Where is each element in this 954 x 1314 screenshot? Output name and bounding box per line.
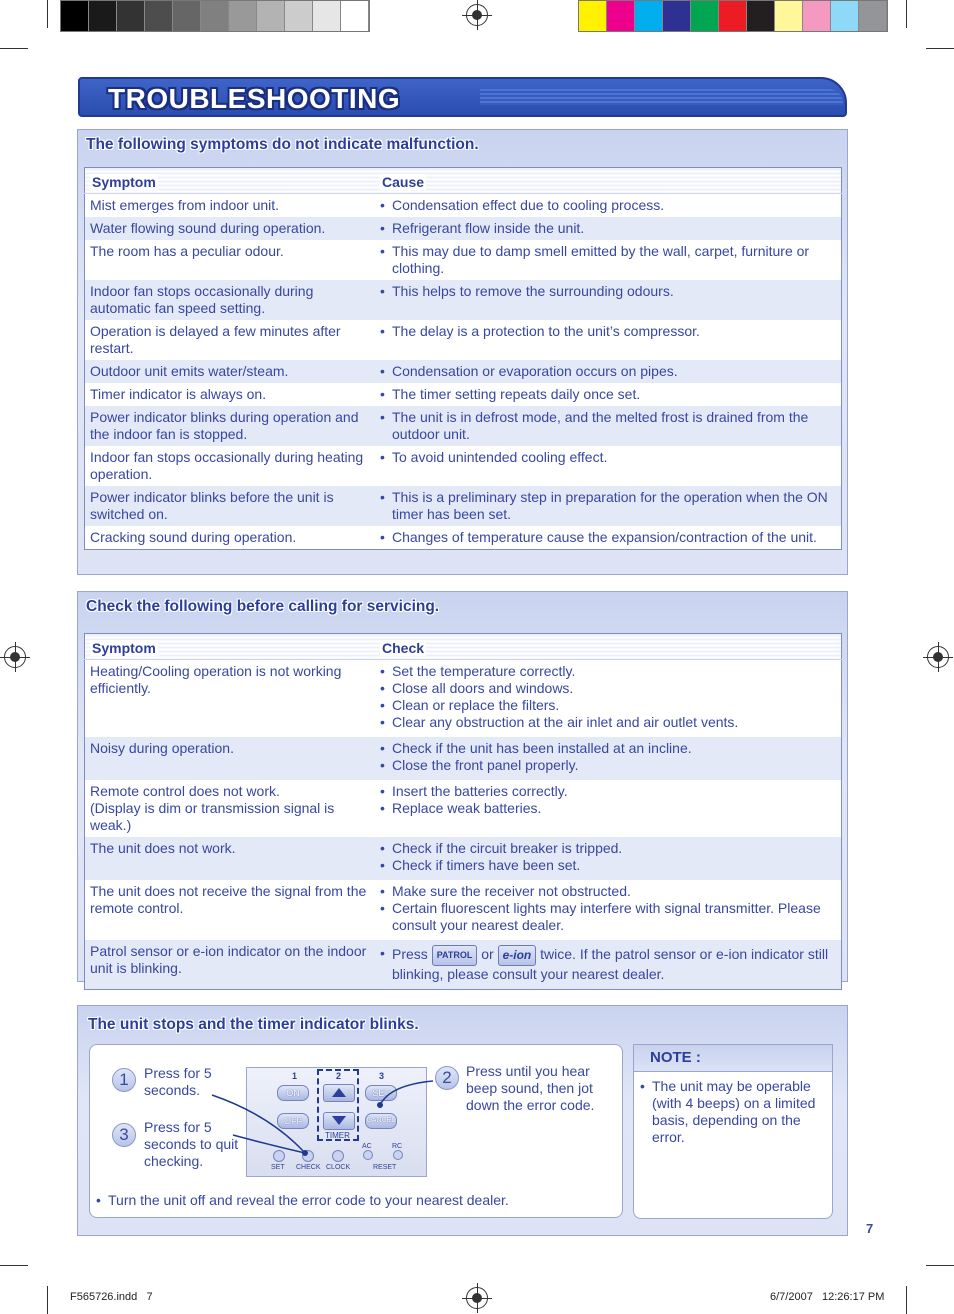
table-row xyxy=(85,837,842,880)
registration-mark-right xyxy=(927,646,949,668)
on-button[interactable]: ON xyxy=(277,1085,309,1101)
table-row xyxy=(85,240,842,280)
symptom-check-table xyxy=(84,633,842,990)
symptom-cell: Power indicator blinks during operation and the indoor fan is stopped. xyxy=(85,406,376,446)
col-header-symptom: Symptom xyxy=(85,168,376,194)
symptom-cell: Patrol sensor or e-ion indicator on the indoor unit is blinking. xyxy=(85,940,376,990)
reset-small-label: RESET xyxy=(373,1164,397,1171)
page-title: TROUBLESHOOTING xyxy=(108,83,401,114)
remote-label-2: 2 xyxy=(336,1071,342,1081)
cause-cell: • The unit is in defrost mode, and the melted frost is drained from the outdoor unit. xyxy=(375,406,842,446)
symptom-cell: Mist emerges from indoor unit. xyxy=(90,197,280,213)
table-row xyxy=(85,383,842,406)
table-row xyxy=(85,406,842,446)
ac-label: AC xyxy=(362,1143,372,1150)
section-heading: The unit stops and the timer indicator blinks. xyxy=(88,1016,419,1033)
page-number: 7 xyxy=(866,1221,874,1236)
table-row xyxy=(85,780,842,837)
section-heading: The following symptoms do not indicate malfunction. xyxy=(86,136,479,153)
table-row xyxy=(85,194,842,218)
table-row xyxy=(85,526,842,550)
crop-mark xyxy=(926,1265,954,1266)
table-row xyxy=(85,880,842,940)
symptom-cell: The unit does not receive the signal from the remote control. xyxy=(90,883,367,916)
symptom-cell: Heating/Cooling operation is not working efficiently. xyxy=(90,663,342,696)
cause-cell: • This may due to damp smell emitted by the wall, carpet, furniture or clothing. xyxy=(380,243,810,276)
crop-mark xyxy=(926,48,954,49)
symptom-cause-table xyxy=(84,167,842,550)
check-cell: • Insert the batteries correctly. • Replace weak batteries. xyxy=(380,783,568,816)
rc-small-button[interactable] xyxy=(393,1150,403,1160)
cause-cell: • The timer setting repeats daily once set. xyxy=(380,386,641,402)
cancel-button[interactable]: CANCEL xyxy=(365,1113,397,1129)
check-cell: • Set the temperature correctly. • Close all doors and windows. • Clean or replace the filters. • Clear any obstruction at the air inlet and air outlet vents. xyxy=(380,663,739,730)
col-header-check: Check xyxy=(375,634,842,660)
table-row xyxy=(85,446,842,486)
set-small-label: SET xyxy=(271,1164,285,1171)
grayscale-color-bar xyxy=(60,0,370,32)
crop-mark xyxy=(906,0,907,28)
symptom-cell: Indoor fan stops occasionally during heating operation. xyxy=(90,449,364,482)
cause-cell: • This helps to remove the surrounding odours. xyxy=(375,280,842,320)
step-1-badge: 1 xyxy=(112,1068,136,1092)
error-code-procedure-panel xyxy=(89,1044,623,1218)
check-small-button[interactable] xyxy=(302,1150,314,1162)
crop-mark xyxy=(906,1286,907,1314)
section-check-before-service xyxy=(77,591,848,982)
set-button[interactable]: SET xyxy=(365,1085,397,1101)
check-cell: • Check if the unit has been installed at an incline. • Close the front panel properly. xyxy=(375,737,842,780)
col-header-cause: Cause xyxy=(375,168,842,194)
cause-cell: • Condensation effect due to cooling process. xyxy=(380,197,665,213)
set-small-button[interactable] xyxy=(273,1150,285,1162)
crop-mark xyxy=(47,1286,48,1314)
clock-small-button[interactable] xyxy=(332,1150,344,1162)
patrol-button[interactable]: PATROL xyxy=(432,945,478,966)
table-row xyxy=(85,660,842,738)
table-row xyxy=(85,217,842,240)
note-box xyxy=(633,1044,833,1219)
registration-mark-bottom xyxy=(466,1287,488,1309)
section-timer-blinks xyxy=(77,1005,848,1236)
off-button[interactable]: OFF xyxy=(277,1113,309,1129)
cause-cell: • To avoid unintended cooling effect. xyxy=(380,449,608,465)
symptom-cell: Indoor fan stops occasionally during automatic fan speed setting. xyxy=(85,280,376,320)
note-text: • The unit may be operable (with 4 beeps) on a limited basis, depending on the error. xyxy=(640,1078,816,1145)
table-row xyxy=(85,940,842,990)
remote-control-illustration xyxy=(246,1067,427,1177)
cause-cell: • The delay is a protection to the unit’s compressor. xyxy=(380,323,700,339)
section-not-malfunction xyxy=(77,129,848,575)
check-cell: • Check if the circuit breaker is tripped. • Check if timers have been set. xyxy=(375,837,842,880)
crop-mark xyxy=(47,0,48,28)
step-1-text: Press for 5 seconds. xyxy=(144,1065,212,1098)
check-cell: • Make sure the receiver not obstructed. • Certain fluorescent lights may interfere with signal transmitter. Please consult your nearest dealer. xyxy=(380,883,821,933)
cause-cell: • Refrigerant flow inside the unit. xyxy=(375,217,842,240)
crop-mark xyxy=(0,1265,28,1266)
remote-label-3: 3 xyxy=(379,1071,385,1081)
check-small-label: CHECK xyxy=(296,1164,321,1171)
registration-mark-left xyxy=(4,646,26,668)
table-row xyxy=(85,737,842,780)
process-color-bar xyxy=(578,0,888,32)
cause-cell: • Changes of temperature cause the expansion/contraction of the unit. xyxy=(380,529,817,545)
cause-cell: • Condensation or evaporation occurs on pipes. xyxy=(375,360,842,383)
table-row xyxy=(85,486,842,526)
procedure-bullet: • Turn the unit off and reveal the error code to your nearest dealer. xyxy=(96,1192,509,1208)
table-row xyxy=(85,360,842,383)
registration-mark-top xyxy=(466,4,488,26)
symptom-cell: Operation is delayed a few minutes after restart. xyxy=(90,323,341,356)
remote-label-1: 1 xyxy=(292,1071,298,1081)
symptom-cell: Remote control does not work. (Display is dim or transmission signal is weak.) xyxy=(90,783,335,833)
symptom-cell: Power indicator blinks before the unit is switched on. xyxy=(85,486,376,526)
timer-label: TIMER xyxy=(325,1131,350,1140)
symptom-cell: The room has a peculiar odour. xyxy=(90,243,284,259)
section-heading: Check the following before calling for servicing. xyxy=(86,598,440,615)
symptom-cell: Cracking sound during operation. xyxy=(90,529,297,545)
rc-label: RC xyxy=(392,1143,403,1150)
col-header-symptom: Symptom xyxy=(85,634,376,660)
clock-small-label: CLOCK xyxy=(326,1164,351,1171)
symptom-cell: Timer indicator is always on. xyxy=(90,386,267,402)
footer-timestamp: 6/7/2007 12:26:17 PM xyxy=(770,1291,885,1303)
title-banner xyxy=(78,77,847,117)
step-2-badge: 2 xyxy=(435,1066,459,1090)
check-cell: • Press PATROL or e-ion twice. If the patrol sensor or e-ion indicator still blinking, please consult your nearest dealer. xyxy=(375,940,842,990)
symptom-cell: Water flowing sound during operation. xyxy=(85,217,376,240)
cause-cell: • This is a preliminary step in preparation for the operation when the ON timer has been set. xyxy=(375,486,842,526)
e-ion-button[interactable]: e-ion xyxy=(498,945,537,966)
symptom-cell: Outdoor unit emits water/steam. xyxy=(85,360,376,383)
step-2-text: Press until you hear beep sound, then jot down the error code. xyxy=(466,1063,595,1113)
crop-mark xyxy=(0,48,28,49)
ac-small-button[interactable] xyxy=(363,1150,373,1160)
symptom-cell: The unit does not work. xyxy=(85,837,376,880)
footer-file-name: F565726.indd 7 xyxy=(70,1291,153,1303)
table-row xyxy=(85,320,842,360)
note-title: NOTE : xyxy=(634,1045,832,1072)
step-3-badge: 3 xyxy=(112,1123,136,1147)
symptom-cell: Noisy during operation. xyxy=(85,737,376,780)
step-3-text: Press for 5 seconds to quit checking. xyxy=(144,1119,239,1169)
table-row xyxy=(85,280,842,320)
